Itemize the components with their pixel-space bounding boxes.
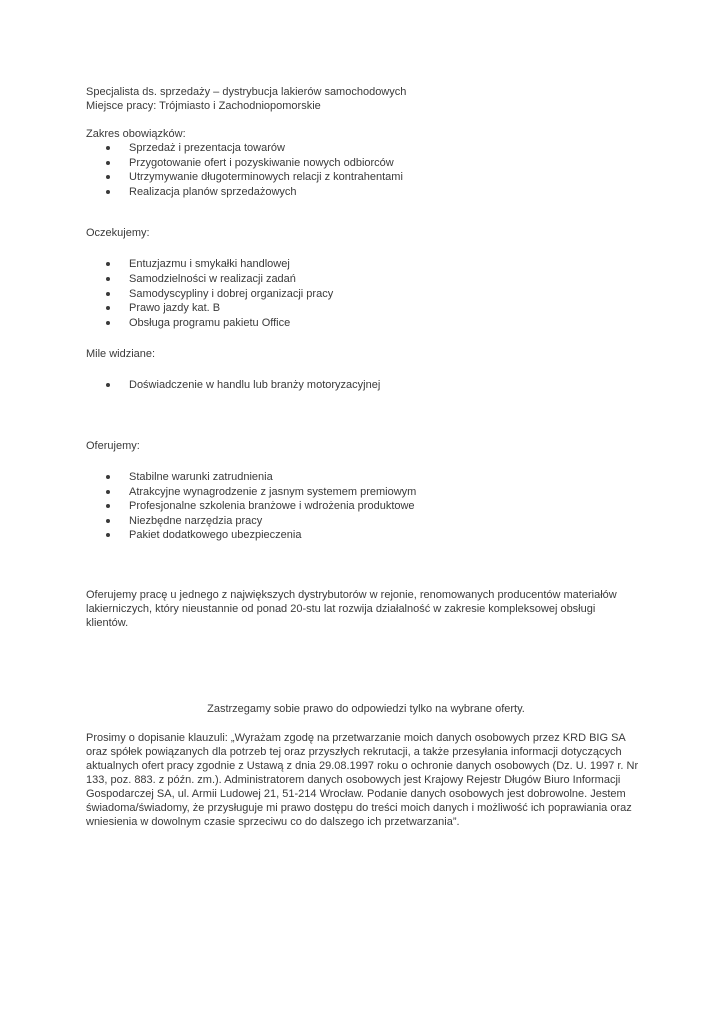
bullet-icon	[106, 146, 110, 150]
document-page	[86, 85, 646, 829]
bullet-icon	[106, 292, 110, 296]
expectations-list	[86, 257, 646, 330]
list-item: Utrzymywanie długoterminowych relacji z kontrahentami	[86, 170, 646, 185]
job-title: Specjalista ds. sprzedaży – dystrybucja lakierów samochodowych	[86, 86, 407, 98]
list-item: Niezbędne narzędzia pracy	[86, 514, 646, 529]
expectations-heading: Oczekujemy:	[86, 227, 150, 240]
list-item: Pakiet dodatkowego ubezpieczenia	[86, 528, 646, 543]
duties-heading: Zakres obowiązków:	[86, 128, 186, 140]
list-item: Realizacja planów sprzedażowych	[86, 185, 646, 200]
bullet-icon	[106, 490, 110, 494]
list-item: Samodzielności w realizacji zadań	[86, 272, 646, 287]
list-item: Prawo jazdy kat. B	[86, 301, 646, 316]
bullet-icon	[106, 321, 110, 325]
list-item: Profesjonalne szkolenia branżowe i wdrożenia produktowe	[86, 499, 646, 514]
bullet-icon	[106, 175, 110, 179]
bullet-icon	[106, 262, 110, 266]
bullet-icon	[106, 533, 110, 537]
list-item: Doświadczenie w handlu lub branży motoryzacyjnej	[86, 378, 646, 393]
consent-clause: Prosimy o dopisanie klauzuli: „Wyrażam zgodę na przetwarzanie moich danych osobowych przez KRD BIG SA oraz spółek powiązanych dla potrzeb tej oraz przyszłych rekrutacji, a także przesyłania informacji dotyczących aktualnych ofert pracy zgodnie z Ustawą z dnia 29.08.1997 roku o ochronie danych osobowych (Dz. U. 1997 r. Nr 133, poz. 883. z późn. zm.). Administratorem danych osobowych jest Krajowy Rejestr Długów Biuro Informacji Gospodarczej SA, ul. Armii Ludowej 21, 51-214 Wrocław. Podanie danych osobowych jest dobrowolne. Jestem świadoma/świadomy, że przysługuje mi prawo dostępu do treści moich danych i możliwość ich poprawiania oraz wniesienia w dowolnym czasie sprzeciwu co do dalszego ich przetwarzania”.	[86, 731, 639, 828]
job-location: Miejsce pracy: Trójmiasto i Zachodniopomorskie	[86, 100, 321, 112]
list-item: Stabilne warunki zatrudnienia	[86, 470, 646, 485]
list-item: Atrakcyjne wynagrodzenie z jasnym systemem premiowym	[86, 485, 646, 500]
list-item: Samodyscypliny i dobrej organizacji pracy	[86, 287, 646, 302]
list-item: Entuzjazmu i smykałki handlowej	[86, 257, 646, 272]
list-item: Przygotowanie ofert i pozyskiwanie nowych odbiorców	[86, 156, 646, 171]
job-header	[86, 85, 646, 113]
duties-list	[86, 141, 646, 199]
welcome-heading: Mile widziane:	[86, 348, 156, 361]
bullet-icon	[106, 161, 110, 165]
list-item: Obsługa programu pakietu Office	[86, 316, 646, 331]
welcome-list	[86, 378, 646, 393]
list-item: Sprzedaż i prezentacja towarów	[86, 141, 646, 156]
offer-list	[86, 470, 646, 543]
company-paragraph: Oferujemy pracę u jednego z największych dystrybutorów w rejonie, renomowanych producentów materiałów lakierniczych, który nieustannie od ponad 20-stu lat rozwija działalność w zakresie kompleksowej obsługi klientów.	[86, 588, 617, 629]
bullet-icon	[106, 504, 110, 508]
bullet-icon	[106, 277, 110, 281]
bullet-icon	[106, 475, 110, 479]
bullet-icon	[106, 190, 110, 194]
bullet-icon	[106, 519, 110, 523]
bullet-icon	[106, 306, 110, 310]
reservation-note: Zastrzegamy sobie prawo do odpowiedzi tylko na wybrane oferty.	[207, 702, 525, 715]
offer-heading: Oferujemy:	[86, 439, 140, 452]
bullet-icon	[106, 383, 110, 387]
